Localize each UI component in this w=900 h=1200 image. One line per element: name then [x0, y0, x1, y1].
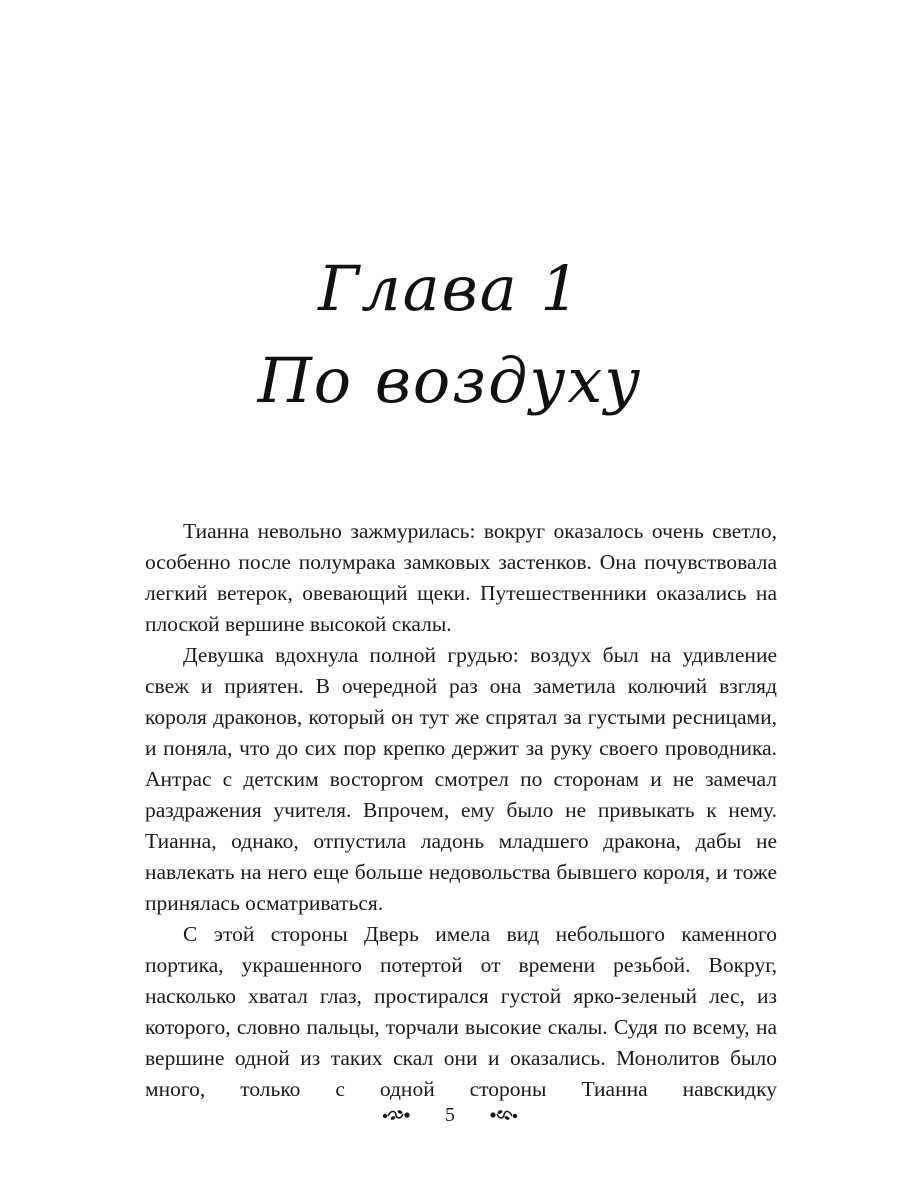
- chapter-body: [145, 516, 777, 1105]
- floral-ornament-left-icon: [381, 1108, 411, 1122]
- chapter-number: Глава 1: [318, 252, 582, 325]
- page-footer: [0, 1100, 900, 1130]
- page-number: 5: [445, 1103, 455, 1126]
- paragraph-1: Тианна невольно зажмурилась: вокруг оказалось очень светло, особенно после полумрака замковых застенков. Она почувствовала легкий ветерок, овевающий щеки. Путешественники оказались на плоской вершине высокой скалы.: [145, 519, 777, 636]
- paragraph-3: С этой стороны Дверь имела вид небольшого каменного портика, украшенного потертой от времени резьбой. Вокруг, насколько хватал глаз, простирался густой ярко-зеленый лес, из которого, словно пальцы, торчали высокие скалы. Судя по всему, на вершине одной из таких скал они и оказались. Монолитов было много, только с одной стороны Тианна навскидку: [145, 922, 777, 1101]
- chapter-title: По воздуху: [257, 344, 643, 417]
- paragraph-2: Девушка вдохнула полной грудью: воздух был на удивление свеж и приятен. В очередной раз она заметила колючий взгляд короля драконов, который он тут же спрятал за густыми ресницами, и поняла, что до сих пор крепко держит за руку своего проводника. Антрас с детским восторгом смотрел по сторонам и не замечал раздражения учителя. Впрочем, ему было не привыкать к нему. Тианна, однако, отпустила ладонь младшего дракона, дабы не навлекать на него еще больше недовольства бывшего короля, и тоже принялась осматриваться.: [145, 643, 777, 915]
- floral-ornament-right-icon: [489, 1108, 519, 1122]
